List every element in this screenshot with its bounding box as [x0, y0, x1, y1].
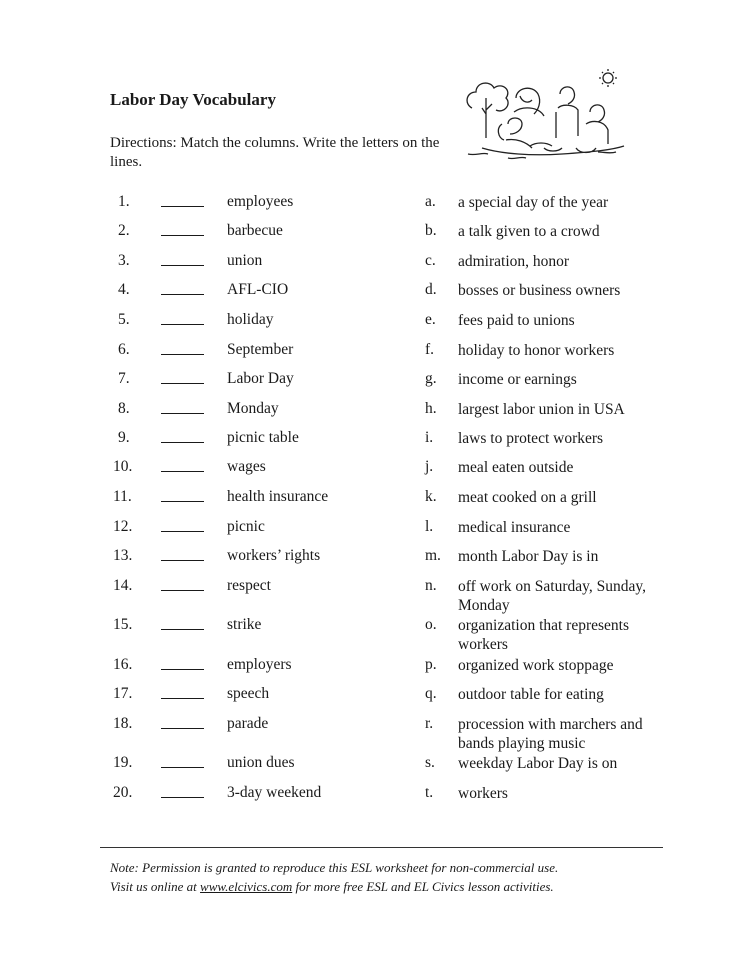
- answer-blank[interactable]: [161, 669, 204, 670]
- answer-blank[interactable]: [161, 501, 204, 502]
- answer-blank[interactable]: [161, 728, 204, 729]
- answer-blank[interactable]: [161, 354, 204, 355]
- definition-letter: a.: [425, 193, 436, 210]
- answer-blank[interactable]: [161, 560, 204, 561]
- definition-text: meat cooked on a grill: [458, 489, 597, 506]
- term-number: 18.: [113, 715, 133, 732]
- term-row: [0, 685, 750, 705]
- definition-text: a special day of the year: [458, 194, 609, 211]
- term-row: [0, 222, 750, 242]
- term-row: [0, 547, 750, 567]
- definition-letter: t.: [425, 784, 434, 801]
- term-text: 3-day weekend: [227, 784, 322, 801]
- footer-divider: [100, 847, 663, 848]
- definition-letter: n.: [425, 577, 437, 594]
- answer-blank[interactable]: [161, 531, 204, 532]
- term-text: barbecue: [227, 222, 283, 239]
- term-number: 6.: [118, 341, 130, 358]
- term-number: 3.: [118, 252, 130, 269]
- definition-text: weekday Labor Day is on: [458, 755, 618, 772]
- term-number: 7.: [118, 370, 130, 387]
- term-text: holiday: [227, 311, 274, 328]
- answer-blank[interactable]: [161, 629, 204, 630]
- definition-letter: m.: [425, 547, 441, 564]
- term-number: 1.: [118, 193, 130, 210]
- term-row: [0, 370, 750, 390]
- term-row: [0, 341, 750, 361]
- definition-text: laws to protect workers: [458, 430, 604, 447]
- visit-suffix: for more free ESL and EL Civics lesson activities.: [292, 879, 554, 894]
- term-number: 14.: [113, 577, 133, 594]
- term-row: [0, 252, 750, 272]
- term-row: [0, 400, 750, 420]
- footer-note: [110, 858, 558, 896]
- term-text: workers’ rights: [227, 547, 321, 564]
- term-row: [0, 754, 750, 774]
- term-number: 13.: [113, 547, 133, 564]
- term-row: [0, 784, 750, 804]
- term-row: [0, 518, 750, 538]
- term-row: [0, 311, 750, 331]
- term-text: picnic table: [227, 429, 299, 446]
- term-text: parade: [227, 715, 269, 732]
- term-row: [0, 616, 750, 653]
- answer-blank[interactable]: [161, 294, 204, 295]
- definition-text: bosses or business owners: [458, 282, 621, 299]
- term-number: 5.: [118, 311, 130, 328]
- definition-letter: f.: [425, 341, 435, 358]
- definition-text: a talk given to a crowd: [458, 223, 600, 240]
- term-number: 10.: [113, 458, 133, 475]
- definition-text: outdoor table for eating: [458, 686, 604, 703]
- definition-letter: q.: [425, 685, 437, 702]
- answer-blank[interactable]: [161, 698, 204, 699]
- answer-blank[interactable]: [161, 235, 204, 236]
- term-row: [0, 458, 750, 478]
- answer-blank[interactable]: [161, 206, 204, 207]
- answer-blank[interactable]: [161, 442, 204, 443]
- term-text: respect: [227, 577, 271, 594]
- term-text: AFL-CIO: [227, 281, 289, 298]
- term-row: [0, 488, 750, 508]
- permission-note: Note: Permission is granted to reproduce this ESL worksheet for non-commercial use.: [110, 860, 559, 875]
- definition-text: workers: [458, 785, 508, 802]
- answer-blank[interactable]: [161, 767, 204, 768]
- definition-text: admiration, honor: [458, 253, 570, 270]
- term-number: 11.: [113, 488, 132, 505]
- definition-letter: g.: [425, 370, 437, 387]
- term-text: picnic: [227, 518, 265, 535]
- term-number: 16.: [113, 656, 133, 673]
- answer-blank[interactable]: [161, 413, 204, 414]
- answer-blank[interactable]: [161, 383, 204, 384]
- term-number: 8.: [118, 400, 130, 417]
- term-row: [0, 429, 750, 449]
- visit-line: [110, 877, 558, 896]
- term-number: 20.: [113, 784, 133, 801]
- definition-letter: c.: [425, 252, 436, 269]
- term-row: [0, 577, 750, 614]
- elcivics-link[interactable]: www.elcivics.com: [200, 879, 293, 894]
- picnic-illustration-icon: [458, 68, 630, 168]
- term-text: Monday: [227, 400, 279, 417]
- term-text: September: [227, 341, 294, 358]
- term-number: 9.: [118, 429, 130, 446]
- definition-text: meal eaten outside: [458, 459, 574, 476]
- term-row: [0, 193, 750, 213]
- definition-letter: l.: [425, 518, 434, 535]
- term-row: [0, 715, 750, 752]
- page-title: Labor Day Vocabulary: [110, 90, 276, 109]
- definition-letter: k.: [425, 488, 437, 505]
- definition-text: medical insurance: [458, 519, 571, 536]
- term-text: speech: [227, 685, 270, 702]
- term-text: Labor Day: [227, 370, 294, 387]
- definition-letter: d.: [425, 281, 437, 298]
- definition-letter: h.: [425, 400, 437, 417]
- answer-blank[interactable]: [161, 265, 204, 266]
- definition-letter: r.: [425, 715, 434, 732]
- definition-letter: o.: [425, 616, 437, 633]
- definition-text: fees paid to unions: [458, 312, 575, 329]
- term-number: 4.: [118, 281, 130, 298]
- visit-prefix: Visit us online at: [110, 879, 201, 894]
- directions-text: Directions: Match the columns. Write the letters on the lines.: [110, 135, 440, 170]
- term-number: 17.: [113, 685, 133, 702]
- term-text: employees: [227, 193, 294, 210]
- term-number: 12.: [113, 518, 133, 535]
- definition-text: largest labor union in USA: [458, 401, 625, 418]
- term-text: strike: [227, 616, 262, 633]
- term-text: wages: [227, 458, 266, 475]
- answer-blank[interactable]: [161, 797, 204, 798]
- definition-text: income or earnings: [458, 371, 577, 388]
- definition-text: organization that represents workers: [458, 617, 630, 653]
- term-number: 2.: [118, 222, 130, 239]
- term-text: employers: [227, 656, 292, 673]
- definition-text: off work on Saturday, Sunday, Monday: [458, 578, 646, 614]
- answer-blank[interactable]: [161, 324, 204, 325]
- term-number: 15.: [113, 616, 133, 633]
- definition-letter: s.: [425, 754, 435, 771]
- answer-blank[interactable]: [161, 471, 204, 472]
- definition-letter: e.: [425, 311, 436, 328]
- term-text: union: [227, 252, 263, 269]
- definition-text: procession with marchers and bands playing music: [458, 716, 643, 752]
- definition-text: organized work stoppage: [458, 657, 614, 674]
- answer-blank[interactable]: [161, 590, 204, 591]
- term-text: health insurance: [227, 488, 329, 505]
- definition-letter: b.: [425, 222, 437, 239]
- term-row: [0, 656, 750, 676]
- definition-letter: j.: [425, 458, 434, 475]
- term-number: 19.: [113, 754, 133, 771]
- term-row: [0, 281, 750, 301]
- term-text: union dues: [227, 754, 295, 771]
- definition-letter: i.: [425, 429, 434, 446]
- definition-text: holiday to honor workers: [458, 342, 615, 359]
- definition-letter: p.: [425, 656, 437, 673]
- definition-text: month Labor Day is in: [458, 548, 599, 565]
